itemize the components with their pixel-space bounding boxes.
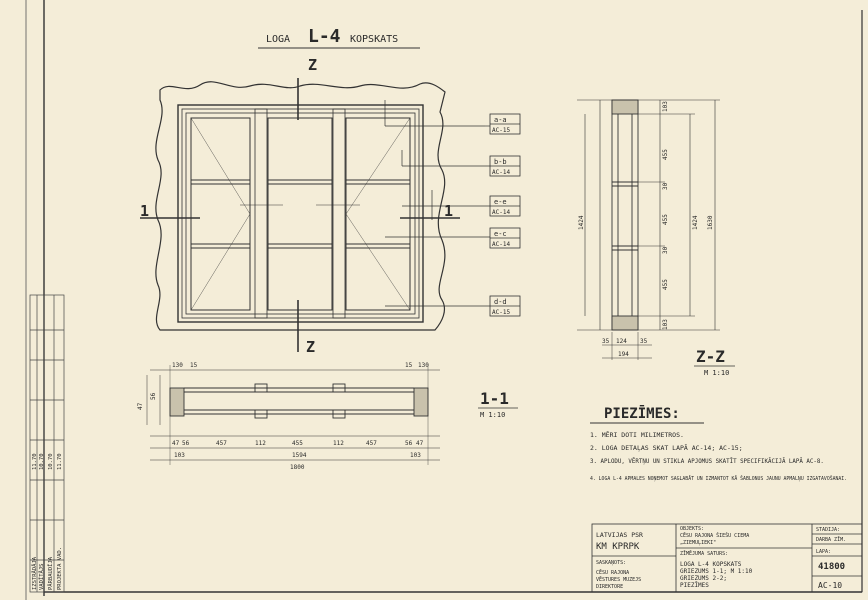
zz-dim-5: 30 (662, 246, 669, 254)
stamp-approved-1: CĒSU RAJONA (596, 570, 630, 576)
s11-scale: M 1:10 (480, 411, 506, 419)
section-11-dims (137, 362, 429, 471)
stamp-approved-2: VĒSTURES MUZEJS (596, 577, 642, 583)
zz-dim-3: 30 (662, 182, 669, 190)
strip-date-4: 11.70 (57, 453, 63, 470)
s11-b-5: 455 (292, 440, 303, 447)
strip-row-2: VADĪTĀJS (39, 563, 45, 590)
section-mark-z-top: Z (308, 56, 318, 74)
stamp-drawing-4: PIEZĪMES (680, 582, 709, 589)
s11-top-right-2: 130 (418, 362, 429, 369)
title-prefix: LOGA (266, 34, 291, 45)
note-4: 4. LOGA L-4 APMALES NOŅEMOT SAGLABĀT UN IZMANTOT KĀ ŠABLONUS JAUNU APMALŅU IZGATAVOŠANAI. (590, 477, 848, 482)
callout-5-top: d-d (494, 298, 507, 306)
s11-m-2: 1594 (292, 452, 307, 459)
s11-b-7: 457 (366, 440, 377, 447)
callout-3-top: e-e (494, 198, 507, 206)
s11-b-3: 457 (216, 440, 227, 447)
left-strip-text (31, 453, 63, 590)
stamp-page: AC-10 (818, 581, 843, 590)
wall-outline (156, 82, 445, 330)
section-mark-1-right: 1 (444, 202, 454, 220)
zz-bottom-1: 35 (602, 338, 610, 345)
section-mark-z-bottom: Z (306, 338, 316, 356)
window-elevation (140, 78, 460, 352)
s11-top-left-1: 130 (172, 362, 183, 369)
zz-dim-4: 455 (662, 214, 669, 225)
s11-b-4: 112 (255, 440, 266, 447)
notes-heading: PIEZĪMES: (604, 406, 680, 422)
stamp-drawing-1: LOGA L-4 KOPSKATS (680, 561, 742, 568)
s11-total: 1800 (290, 464, 305, 471)
s11-top-right-1: 15 (405, 362, 413, 369)
strip-row-3: PĀRBAUDĪJA (48, 556, 54, 590)
callout-1-bottom: AC-15 (492, 127, 511, 134)
s11-left-1: 47 (137, 402, 144, 410)
zz-outer-vertical: 1630 (707, 215, 714, 230)
callout-3-bottom: AC-14 (492, 209, 511, 216)
stamp-drawing-label: ZĪMĒJUMA SATURS: (680, 551, 729, 557)
stamp-approved-3: DIREKTORE (596, 584, 624, 590)
stamp-object-2: „ZIEMUĻIEKI" (680, 540, 717, 546)
zz-bottom-2: 124 (616, 338, 627, 345)
note-3: 3. APLODU, VĒRTŅU UN STIKLA APJOMUS SKATĪT SPECIFIKĀCIJĀ LAPĀ AC-8. (590, 459, 824, 465)
stamp-object-1: CĒSU RAJONA ŠIEŠU CIEMA (680, 533, 750, 539)
title-suffix: KOPSKATS (350, 34, 399, 45)
s11-left-2: 56 (150, 392, 157, 400)
stamp-drawing-2: GRIEZUMS 1-1; M 1:10 (680, 568, 753, 575)
stamp-page-label: LAPA: (816, 549, 832, 555)
zz-dim-1: 103 (662, 101, 669, 112)
s11-b-2: 56 (182, 440, 190, 447)
zz-label: Z-Z (696, 347, 725, 366)
zz-dim-7: 103 (662, 319, 669, 330)
zz-bottom-total: 194 (618, 351, 629, 358)
zz-bottom-3: 35 (640, 338, 648, 345)
s11-b-9: 47 (416, 440, 424, 447)
s11-top-left-2: 15 (190, 362, 198, 369)
callout-5-bottom: AC-15 (492, 309, 511, 316)
strip-date-2: 10.70 (39, 453, 45, 470)
stamp-approved: SASKAŅOTS: (596, 560, 627, 566)
stamp-drawing-3: GRIEZUMS 2-2; (680, 575, 727, 582)
zz-dim-6: 455 (662, 279, 669, 290)
strip-date-1: 11.70 (32, 453, 38, 470)
section-11-drawing (147, 365, 440, 465)
stamp-archive: 41800 (818, 562, 846, 572)
strip-date-3: 10.70 (48, 453, 54, 470)
stamp-object-label: OBJEKTS: (680, 526, 705, 532)
strip-row-4: PROJEKTA VAD. (57, 546, 63, 590)
zz-inner-vertical: 1424 (692, 215, 699, 230)
stamp-stage: DARBA ZĪM. (816, 537, 847, 543)
stamp-stage-label: STADIJA: (816, 527, 841, 533)
section-mark-1-left: 1 (140, 202, 150, 220)
s11-label: 1-1 (480, 389, 509, 408)
callout-2-top: b-b (494, 158, 507, 166)
zz-left-vertical: 1424 (578, 215, 585, 230)
zz-dim-2: 455 (662, 149, 669, 160)
title-block-text (596, 526, 846, 590)
drawing-title (258, 26, 420, 48)
s11-m-3: 103 (410, 452, 421, 459)
note-1: 1. MĒRI DOTI MILIMETROS. (590, 431, 684, 439)
notes-block (590, 404, 847, 482)
callout-4-bottom: AC-14 (492, 241, 511, 248)
s11-b-8: 56 (405, 440, 413, 447)
stamp-org-1: LATVIJAS PSR (596, 531, 643, 539)
s11-b-6: 112 (333, 440, 344, 447)
note-2: 2. LOGA DETAĻAS SKAT LAPĀ AC-14; AC-15; (590, 444, 743, 452)
callout-2-bottom: AC-14 (492, 169, 511, 176)
title-mark: L-4 (308, 26, 341, 47)
callout-4-top: e-c (494, 230, 507, 238)
section-zz-dims (578, 101, 714, 358)
s11-m-1: 103 (174, 452, 185, 459)
stamp-org-2: KM KPRPK (596, 542, 640, 552)
strip-row-1: IZSTRĀDĀJA (32, 556, 38, 590)
zz-scale: M 1:10 (704, 369, 730, 377)
callout-1-top: a-a (494, 116, 507, 124)
s11-b-1: 47 (172, 440, 180, 447)
